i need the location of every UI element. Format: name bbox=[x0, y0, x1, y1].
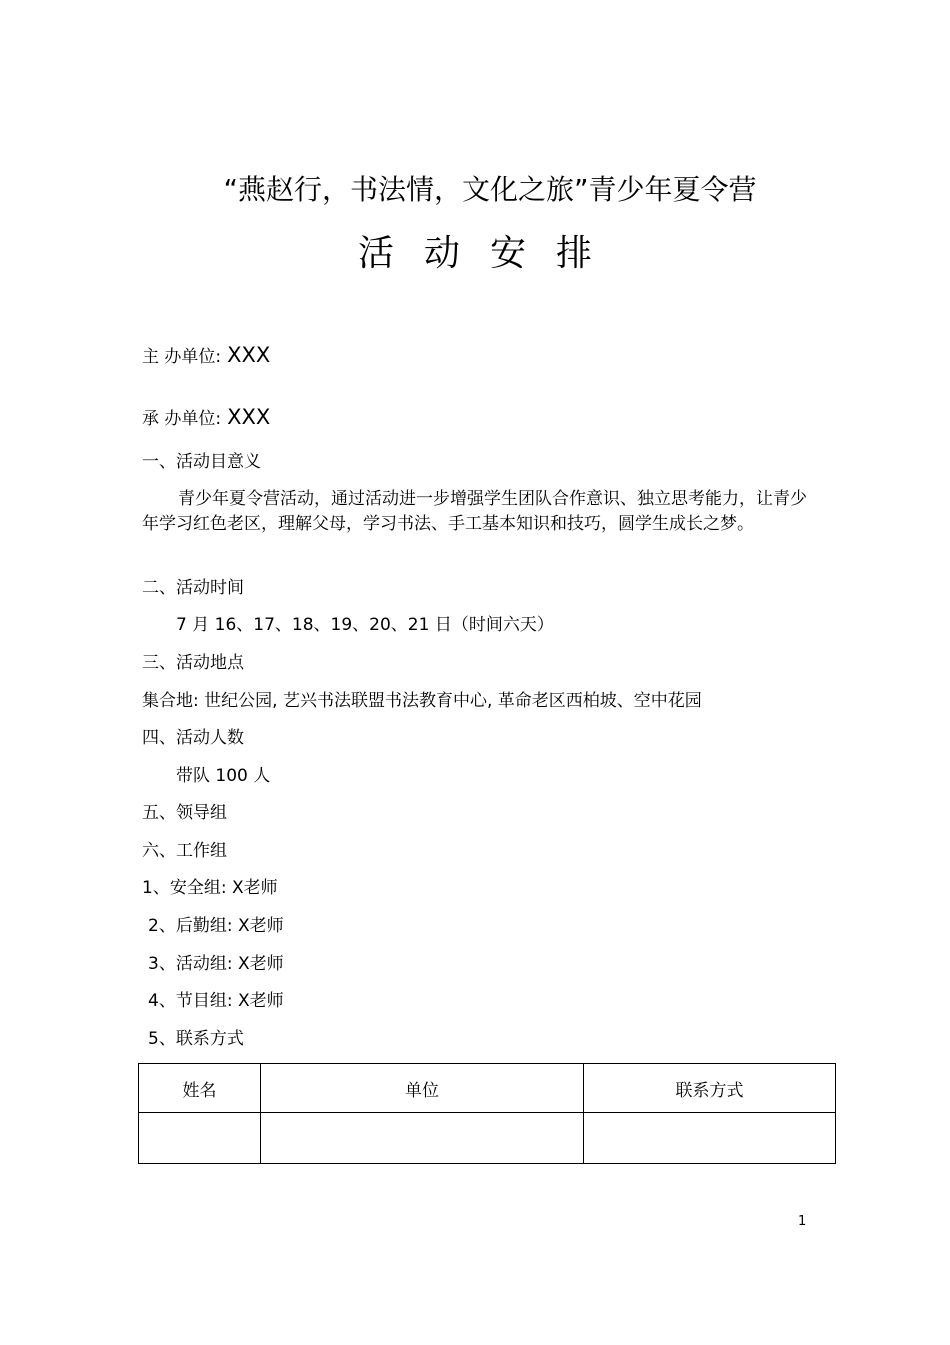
header-unit: 单位 bbox=[261, 1064, 584, 1113]
lead-group-heading: 五、领导组 bbox=[142, 803, 227, 823]
work-item-logistics: 2、后勤组: X老师 bbox=[148, 916, 284, 936]
header-contact: 联系方式 bbox=[584, 1064, 836, 1113]
header-name: 姓名 bbox=[139, 1064, 261, 1113]
table-row bbox=[139, 1113, 836, 1164]
contact-table bbox=[138, 1063, 836, 1164]
table-header-row bbox=[139, 1064, 836, 1113]
cell-contact bbox=[584, 1113, 836, 1164]
count-text: 带队 100 人 bbox=[176, 766, 271, 786]
cell-name bbox=[139, 1113, 261, 1164]
page-number: 1 bbox=[798, 1214, 807, 1229]
work-group-heading: 六、工作组 bbox=[142, 841, 227, 861]
co-org-value: XXX bbox=[227, 405, 271, 429]
document-title: “燕赵行，书法情，文化之旅”青少年夏令营 bbox=[223, 173, 757, 206]
purpose-text: 青少年夏令营活动，通过活动进一步增强学生团队合作意识、独立思考能力，让青少年学习红色老区，理解父母，学习书法、手工基本知识和技巧，圆学生成长之梦。 bbox=[142, 489, 807, 534]
time-text: 7 月 16、17、18、19、20、21 日（时间六天） bbox=[176, 615, 554, 635]
host-org-line bbox=[142, 344, 270, 368]
place-text: 集合地: 世纪公园, 艺兴书法联盟书法教育中心, 革命老区西柏坡、空中花园 bbox=[142, 691, 702, 711]
work-item-activity: 3、活动组: X老师 bbox=[148, 954, 284, 974]
host-org-label: 主 办单位: bbox=[142, 347, 222, 367]
document-subtitle: 活动安排 bbox=[357, 233, 622, 274]
work-item-program: 4、节目组: X老师 bbox=[148, 991, 284, 1011]
place-heading: 三、活动地点 bbox=[142, 653, 244, 673]
work-item-contact: 5、联系方式 bbox=[148, 1029, 244, 1049]
purpose-heading: 一、活动目意义 bbox=[142, 452, 261, 472]
count-heading: 四、活动人数 bbox=[142, 728, 244, 748]
co-org-line bbox=[142, 406, 270, 430]
host-org-value: XXX bbox=[227, 343, 271, 367]
co-org-label: 承 办单位: bbox=[142, 409, 222, 429]
cell-unit bbox=[261, 1113, 584, 1164]
time-heading: 二、活动时间 bbox=[142, 578, 244, 598]
work-item-safety: 1、安全组: X老师 bbox=[142, 878, 278, 898]
